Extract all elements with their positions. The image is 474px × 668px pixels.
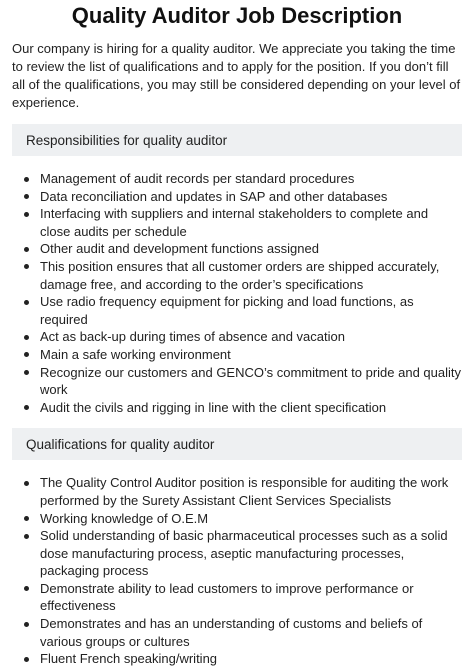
list-item: Act as back-up during times of absence and vacation <box>40 328 462 346</box>
list-item: Main a safe working environment <box>40 346 462 364</box>
responsibilities-list <box>12 170 462 416</box>
list-item: Other audit and development functions assigned <box>40 240 462 258</box>
list-item: Management of audit records per standard procedures <box>40 170 462 188</box>
intro-paragraph: Our company is hiring for a quality auditor. We appreciate you taking the time to review the list of qualifications and to apply for the position. If you don’t fill all of the qualifications, you may still be considered depending on your level of experience. <box>12 41 461 110</box>
responsibilities-heading: Responsibilities for quality auditor <box>12 124 462 156</box>
list-item: Interfacing with suppliers and internal stakeholders to complete and close audits per schedule <box>40 205 462 240</box>
list-item: Fluent French speaking/writing <box>40 650 462 668</box>
list-item: This position ensures that all customer orders are shipped accurately, damage free, and according to the order’s specifications <box>40 258 462 293</box>
qualifications-heading: Qualifications for quality auditor <box>12 428 462 460</box>
qualifications-list <box>12 474 462 668</box>
list-item: Demonstrates and has an understanding of customs and beliefs of various groups or cultures <box>40 615 462 650</box>
list-item: Working knowledge of O.E.M <box>40 510 462 528</box>
list-item: Demonstrate ability to lead customers to improve performance or effectiveness <box>40 580 462 615</box>
list-item: Use radio frequency equipment for picking and load functions, as required <box>40 293 462 328</box>
list-item: Solid understanding of basic pharmaceutical processes such as a solid dose manufacturing process, aseptic manufacturing processes, packaging process <box>40 527 462 580</box>
list-item: Recognize our customers and GENCO’s commitment to pride and quality work <box>40 364 462 398</box>
page-title: Quality Auditor Job Description <box>71 3 403 28</box>
list-item: The Quality Control Auditor position is responsible for auditing the work performed by the Surety Assistant Client Services Specialists <box>40 474 462 509</box>
list-item: Data reconciliation and updates in SAP and other databases <box>40 188 462 206</box>
list-item: Audit the civils and rigging in line with the client specification <box>40 399 462 417</box>
